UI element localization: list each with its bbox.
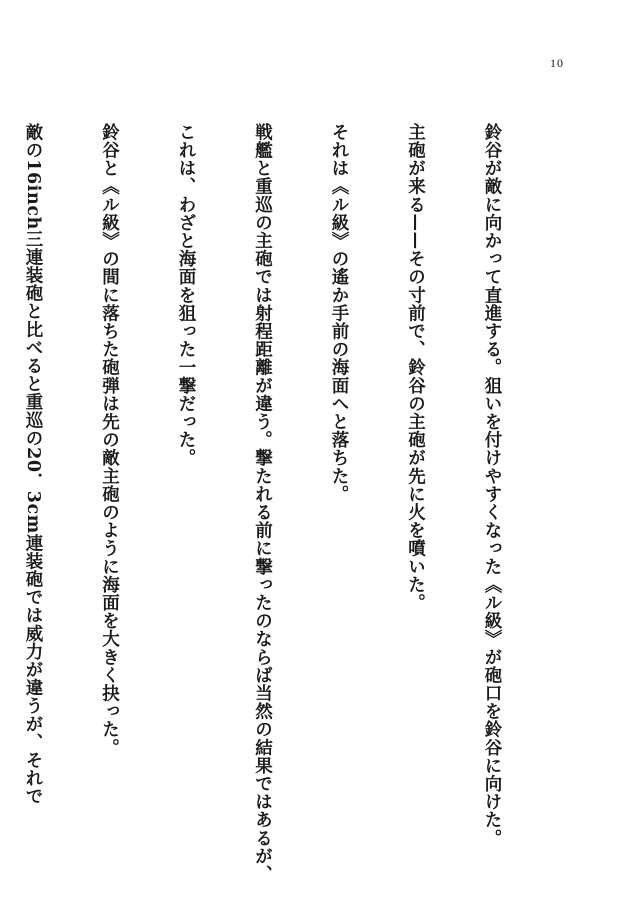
text-line-3: それは《ル級》の遙か手前の海面へと落ちた。	[329, 123, 349, 504]
text-line-6: 鈴谷と《ル級》の間に落ちた砲弾は先の敵主砲のように海面を大きく抉った。	[99, 123, 120, 757]
text-line-5: これは、わざと海面を狙った一撃だった。	[176, 123, 196, 467]
page-number: 10	[550, 56, 564, 70]
text-line-2: 主砲が来る——その寸前で、鈴谷の主砲が先に火を噴いた。	[405, 123, 426, 612]
text-line-1: 鈴谷が敵に向かって直進する。狙いを付けやすくなった《ル級》が砲口を鈴谷に向けた。	[482, 123, 502, 847]
text-line-7: 敵の16inch三連装砲と比べると重巡の20．3cm連装砲では威力が違うが、それで	[23, 123, 43, 806]
text-line-4: 戦艦と重巡の主砲では射程距離が違う。撃たれる前に撃ったのならば当然の結果ではあるが、	[252, 123, 273, 884]
vertical-text-body	[0, 123, 555, 884]
